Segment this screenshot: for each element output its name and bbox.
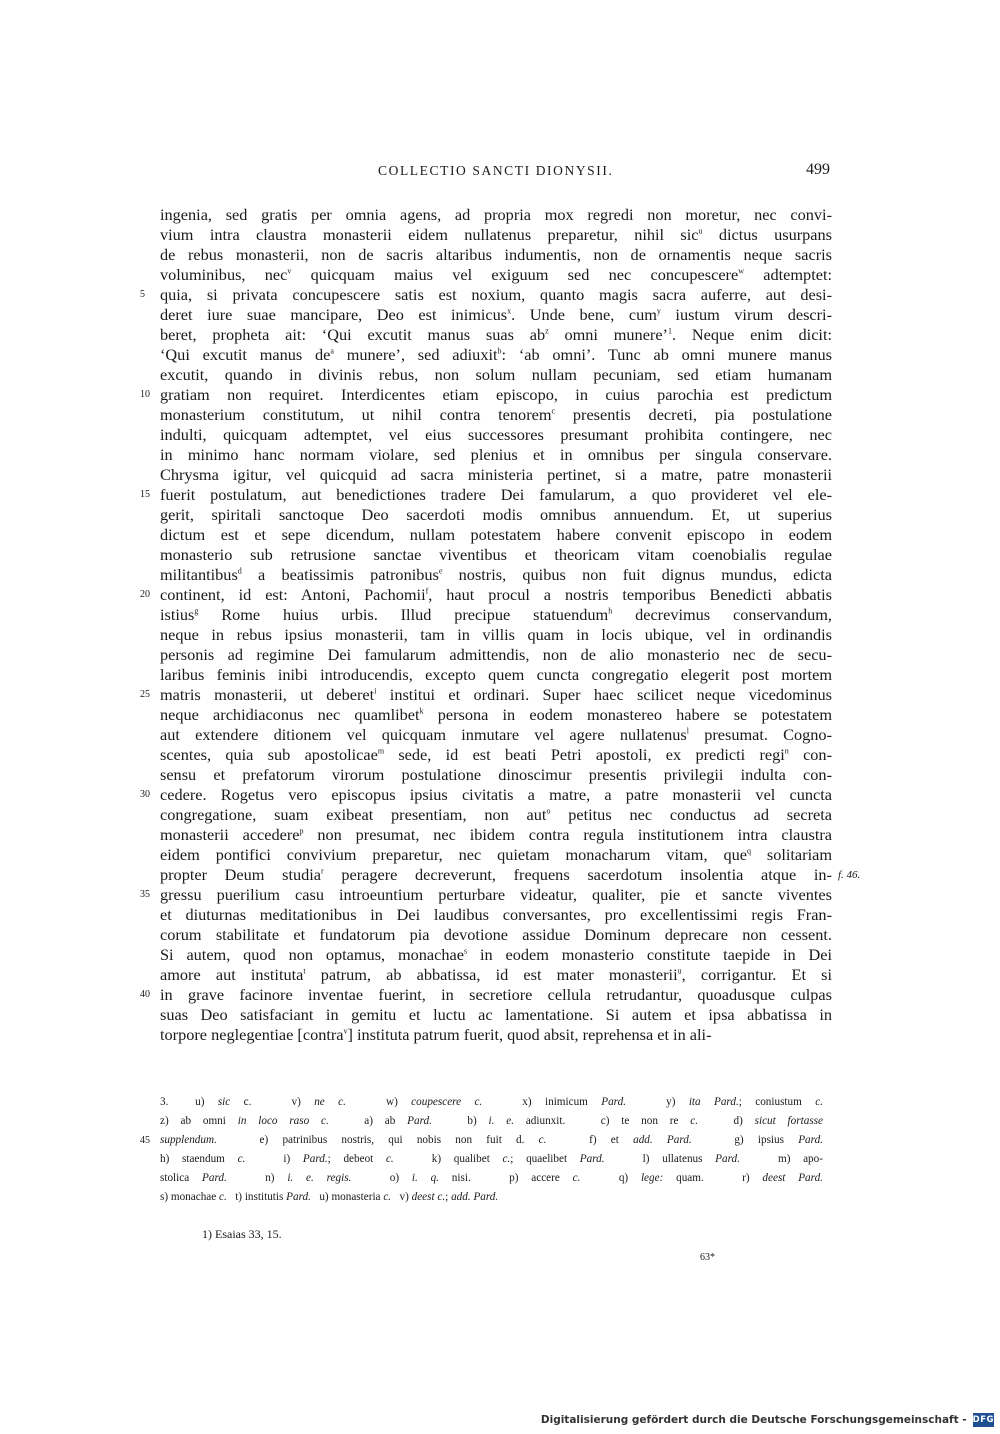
text-line: in grave facinore inventae fuerint, in secretiore cellula retrudantur, quoadusque culpas <box>160 985 832 1004</box>
line-number: 45 <box>140 1135 150 1146</box>
text-line: neque archidiaconus nec quamlibet$^k$ persona in eodem monastereo habere se potestatem <box>160 705 832 724</box>
text-line: cedere. Rogetus vero episcopus ipsius civitatis a matre, a patre monasterii vel cuncta <box>160 785 832 804</box>
text-line: torpore neglegentiae [contra$^v$] instituta patrum fuerit, quod absit, reprehensa et in ali- <box>160 1025 712 1044</box>
text-line: voluminibus, nec$^v$ quicquam maius vel exiguum sed nec concupescere$^w$ adtemptet: <box>160 265 832 284</box>
text-line: fuerit postulatum, aut benedictiones tradere Dei famularum, a quo provideret vel ele- <box>160 485 832 504</box>
text-line: vium intra claustra monasterii eidem nullatenus preparetur, nihil sic$^u$ dictus usurpans <box>160 225 832 244</box>
text-line: neque in rebus ipsius monasterii, tam in villis quam in locis ubique, vel in ordinandis <box>160 625 832 644</box>
text-line: amore aut instituta$^t$ patrum, ab abbatissa, id est mater monasterii$^u$, corrigantur. Et si <box>160 965 833 984</box>
text-line: istius$^g$ Rome huius urbis. Illud precipue statuendum$^h$ decrevimus conservandum, <box>160 605 832 624</box>
footnote-line: s) monachae c. t) institutis Pard. u) monasteria c. v) deest c.; add. Pard. <box>160 1191 499 1203</box>
folio-margin-note: f. 46. <box>838 869 861 881</box>
digitization-footer <box>540 1410 994 1430</box>
text-line: Si autem, quod non optamus, monachae$^s$ in eodem monasterio constitute taepide in Dei <box>160 945 832 964</box>
text-line: in minimo hanc normam violare, sed plenius et in omnibus per singula conservare. <box>160 445 832 464</box>
text-line: congregatione, suam exibeat presentiam, non aut$^o$ petitus nec conductus ad secreta <box>160 805 832 824</box>
text-line: laribus feminis inibi introducendis, excepto quem cuncta congregatio elegerit post mortem <box>160 665 832 684</box>
text-line: continent, id est: Antoni, Pachomii$^f$, haut procul a nostris temporibus Benedicti abbatis <box>160 585 832 604</box>
line-number: 15 <box>140 489 150 500</box>
text-line: excutit, quando in divinis rebus, non solum nullam pecuniam, sed etiam humanam <box>160 365 832 384</box>
line-number: 25 <box>140 689 150 700</box>
text-line: deret iure suae mancipare, Deo est inimicus$^x$. Unde bene, cum$^y$ iustum virum descri- <box>160 305 832 324</box>
source-note: 1) Esaias 33, 15. <box>202 1227 282 1241</box>
text-line: suas Deo satisfaciant in gemitu et luctu ac lamentatione. Si autem et ipsa abbatissa in <box>160 1005 832 1024</box>
text-line: personis ad regimine Dei famularum admittendis, non de alio monasterio nec de secu- <box>160 645 832 664</box>
sheet-signature: 63* <box>700 1252 715 1263</box>
text-line: ingenia, sed gratis per omnia agens, ad propria mox regredi non moretur, nec convi- <box>160 205 832 224</box>
text-line: indulti, quicquam adtemptet, vel eius successores presumant prohibita contingere, nec <box>160 425 832 444</box>
line-number: 35 <box>140 889 150 900</box>
text-line: gressu puerilium casu introeuntium perturbare videatur, qualiter, pie et sancte viventes <box>160 885 832 904</box>
line-number: 40 <box>140 989 150 1000</box>
page-number: 499 <box>806 161 830 178</box>
text-line: militantibus$^d$ a beatissimis patronibus$^e$ nostris, quibus non fuit dignus mundus, edicta <box>160 565 833 584</box>
footnote-line: 3. u) sic c. v) ne c. w) coupescere c. x) inimicum Pard. y) ita Pard.; coniustum c. <box>160 1096 823 1108</box>
text-line: sensu et prefatorum virorum postulatione dinoscimur presentis privilegii indulta con- <box>160 765 832 784</box>
footer-text: Digitalisierung gefördert durch die Deutsche Forschungsgemeinschaft - <box>540 1414 967 1426</box>
text-line: ‘Qui excutit manus $de^a$ munere’, sed adiuxit$^b$: ‘ab omni’. Tunc ab omni munere manus <box>160 345 833 364</box>
running-header: COLLECTIO SANCTI DIONYSII. <box>378 163 614 178</box>
line-number: 30 <box>140 789 150 800</box>
line-number: 10 <box>140 389 150 400</box>
text-line: et diuturnas meditationibus in Dei laudibus conversantes, pro excellentissimi regis Fran- <box>160 905 832 924</box>
text-line: beret, propheta ait: ‘Qui excutit manus suas $ab^z$ omni munere’$^1$. Neque enim dicit: <box>160 325 832 344</box>
text-line: propter Deum studia$^r$ peragere decreverunt, frequens sacerdotum insolentia atque in- <box>160 865 832 884</box>
text-line: monasterium constitutum, ut nihil contra tenorem$^c$ presentis decreti, pia postulatione <box>160 405 832 424</box>
footnote-line: h) staendum c. i) Pard.; debeot c. k) qualibet c.; quaelibet Pard. l) ullatenus Pard. m) apo- <box>160 1153 823 1165</box>
text-line: dictum est et sepe dicendum, nullam potestatem habere convenit episcopo in eodem <box>160 525 832 544</box>
text-line: eidem pontifici convivium preparetur, nec quietam monacharum vitam, que$^q$ solitariam <box>160 845 832 864</box>
text-line: quia, si privata concupescere satis est noxium, quanto magis sacra auferre, aut desi- <box>160 285 832 304</box>
text-line: Chrysma igitur, vel quicquid ad sacra ministeria pertinet, si a matre, patre monasterii <box>160 465 832 484</box>
text-line: gratiam non requiret. Interdicentes etiam episcopo, in cuius parochia est predictum <box>160 385 832 404</box>
text-line: monasterii accedere$^p$ non presumat, nec ibidem contra regula institutionem intra claustra <box>160 825 832 844</box>
line-number: 20 <box>140 589 150 600</box>
text-line: corum stabilitate et fundatorum pia devotione assidue Dominum deprecare non cessent. <box>160 925 832 944</box>
footnote-line: supplendum. e) patrinibus nostris, qui nobis non fuit d. c. f) et add. Pard. g) ipsius Pard. <box>160 1134 823 1146</box>
footnote-line: stolica Pard. n) i. e. regis. o) i. q. nisi. p) accere c. q) lege: quam. r) deest Pard. <box>160 1172 823 1184</box>
dfg-logo-icon: DFG <box>972 1415 994 1425</box>
text-line: monasterio sub retrusione sanctae viventibus et theoricam vitam coenobialis regulae <box>160 545 832 564</box>
text-line: matris monasterii, ut deberet$^i$ institui et ordinari. Super haec scilicet neque vicedominus <box>160 685 832 704</box>
text-line: aut extendere ditionem vel quicquam inmutare vel agere nullatenus$^l$ presumat. Cogno- <box>160 725 832 744</box>
text-line: de rebus monasterii, non de sacris altaribus indumentis, non de ornamentis neque sacris <box>160 245 832 264</box>
line-number: 5 <box>140 289 145 300</box>
footnote-line: z) ab omni in loco raso c. a) ab Pard. b) i. e. adiunxit. c) te non re c. d) sicut fortasse <box>160 1115 823 1127</box>
text-line: gerit, spiritali sanctoque Deo sacerdoti modis omnibus annuendum. Et, ut superius <box>160 505 832 524</box>
text-line: scentes, quia sub apostolicae$^m$ sede, id est beati Petri apostoli, ex predicti regi$^n$ con- <box>160 745 832 764</box>
